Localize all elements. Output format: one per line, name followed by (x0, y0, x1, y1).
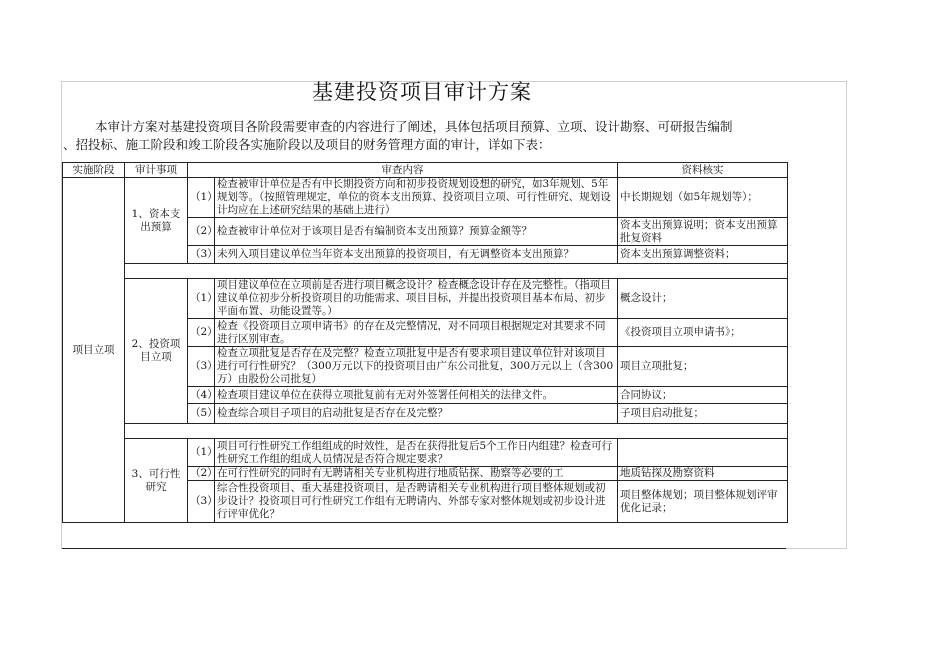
row-number: （4） (188, 387, 215, 404)
row-number: （3） (188, 347, 215, 387)
row-material: 项目立项批复； (618, 347, 788, 387)
row-number: （2） (188, 467, 215, 481)
row-material: 《投资项目立项申请书》； (618, 319, 788, 347)
row-number: （3） (188, 246, 215, 264)
intro-line-1: 本审计方案对基建投资项目各阶段需要审查的内容进行了阐述，具体包括项目预算、立项、设计勘察、可研报告编制 (95, 119, 733, 134)
header-stage: 实施阶段 (63, 163, 125, 178)
page-title: 基建投资项目审计方案 (312, 80, 532, 104)
header-item: 审计事项 (125, 163, 188, 178)
row-content: 检查立项批复是否存在及完整？检查立项批复中是否有要求项目建议单位针对该项目进行可行性研究？（300万元以下的投资项目由广东公司批复，300万元以上（含300万）由股份公司批复） (215, 347, 618, 387)
header-material: 资料核实 (618, 163, 788, 178)
row-number: （1） (188, 439, 215, 467)
row-content: 在可行性研究的同时有无聘请相关专业机构进行地质钻探、勘察等必要的工 (215, 467, 618, 481)
header-content: 审查内容 (188, 163, 618, 178)
group-name: 2、投资项目立项 (125, 279, 188, 424)
row-content: 检查项目建议单位在获得立项批复前有无对外签署任何相关的法律文件。 (215, 387, 618, 404)
row-material: 子项目启动批复； (618, 404, 788, 424)
table-row (63, 279, 788, 319)
row-number: （2） (188, 319, 215, 347)
table-row (63, 178, 788, 218)
row-material (618, 439, 788, 467)
row-content: 检查被审计单位是否有中长期投资方向和初步投资规划设想的研究，如3年规划、5年规划等。（按照管理规定，单位的资本支出预算、投资项目立项、可行性研究、规划设计均应在上述研究结果的基础上进行） (215, 178, 618, 218)
row-material: 中长期规划（如5年规划等）； (618, 178, 788, 218)
table-header-row (63, 163, 788, 178)
row-number: （1） (188, 178, 215, 218)
row-material: 地质钻探及勘察资料 (618, 467, 788, 481)
row-material: 资本支出预算说明；资本支出预算批复资料 (618, 218, 788, 246)
blank-row (63, 424, 788, 439)
audit-table (62, 162, 788, 523)
row-content: 综合性投资项目、重大基建投资项目，是否聘请相关专业机构进行项目整体规划或初步设计？投资项目可行性研究工作组有无聘请内、外部专家对整体规划或初步设计进行评审优化？ (215, 481, 618, 523)
row-material: 合同协议； (618, 387, 788, 404)
row-content: 检查被审计单位对于该项目是否有编制资本支出预算？预算金额等？ (215, 218, 618, 246)
row-content: 检查综合项目子项目的启动批复是否存在及完整？ (215, 404, 618, 424)
intro-line-2: 、招投标、施工阶段和竣工阶段各实施阶段以及项目的财务管理方面的审计，详如下表： (63, 137, 551, 152)
row-number: （2） (188, 218, 215, 246)
table-row (63, 439, 788, 467)
table-bottom-line (62, 536, 786, 549)
group-name: 1、资本支出预算 (125, 178, 188, 264)
row-number: （1） (188, 279, 215, 319)
blank-row (63, 264, 788, 279)
row-material: 资本支出预算调整资料； (618, 246, 788, 264)
row-content: 检查《投资项目立项申请书》的存在及完整情况，对不同项目根据规定对其要求不同进行区别审查。 (215, 319, 618, 347)
group-name: 3、可行性研究 (125, 439, 188, 523)
row-material: 项目整体规划；项目整体规划评审优化记录； (618, 481, 788, 523)
row-number: （5） (188, 404, 215, 424)
row-number: （3） (188, 481, 215, 523)
intro-paragraph (63, 118, 803, 154)
row-material: 概念设计； (618, 279, 788, 319)
row-content: 项目可行性研究工作组组成的时效性，是否在获得批复后5个工作日内组建？检查可行性研究工作组的组成人员情况是否符合规定要求？ (215, 439, 618, 467)
row-content: 未列入项目建议单位当年资本支出预算的投资项目，有无调整资本支出预算？ (215, 246, 618, 264)
stage-cell: 项目立项 (63, 178, 125, 523)
row-content: 项目建议单位在立项前是否进行项目概念设计？检查概念设计存在及完整性。（指项目建议单位初步分析投资项目的功能需求、项目目标，并提出投资项目基本布局、初步平面布置、功能设置等。） (215, 279, 618, 319)
